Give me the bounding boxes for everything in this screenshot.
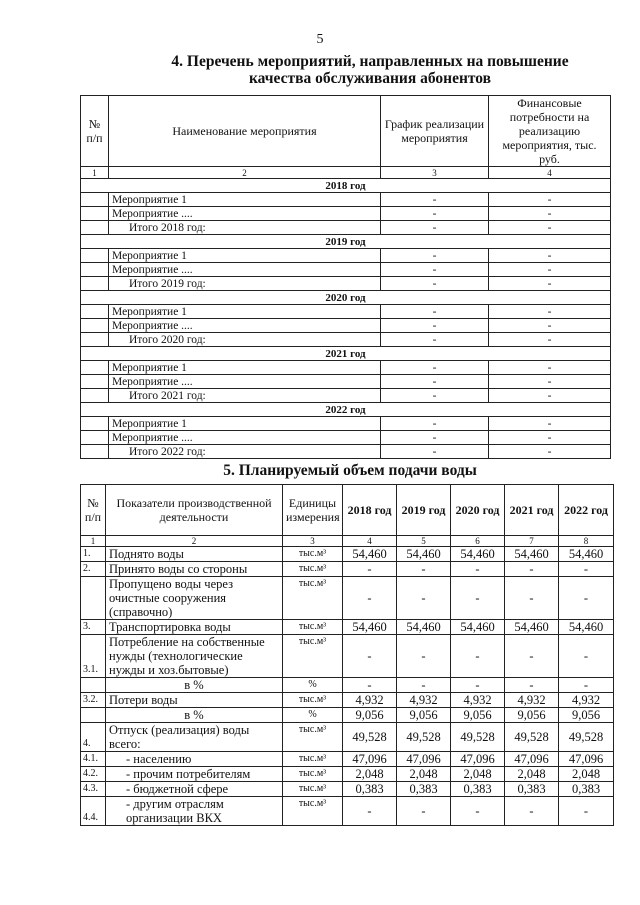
value-cell: 0,383 [559,782,614,797]
year-row [81,291,611,305]
value-cell: 54,460 [343,620,397,635]
row-number-cell [81,375,109,389]
table-row [81,562,614,577]
row-number-cell [81,207,109,221]
value-cell: 49,528 [343,723,397,752]
schedule-cell: - [381,249,489,263]
table-row [81,221,611,235]
row-number-cell [81,305,109,319]
value-cell: 4,932 [505,693,559,708]
schedule-cell: - [381,417,489,431]
indicator-name: Пропущено воды через очистные сооружения (справочно) [106,577,283,620]
value-cell: - [505,577,559,620]
year-label: 2022 год [81,403,611,417]
row-number [81,678,106,693]
table-header-row [81,485,614,536]
finance-cell: - [489,375,611,389]
value-cell: - [397,577,451,620]
column-header: Финансовые потребности на реализацию мероприятия, тыс. руб. [489,96,611,167]
page-number: 5 [316,32,324,47]
value-cell: 9,056 [559,708,614,723]
value-cell: 54,460 [451,547,505,562]
event-name: Итого 2019 год: [109,277,381,291]
value-cell: 54,460 [451,620,505,635]
value-cell: 9,056 [505,708,559,723]
unit-cell: тыс.м³ [283,620,343,635]
event-name: Итого 2021 год: [109,389,381,403]
row-number-cell [81,333,109,347]
value-cell: - [559,635,614,678]
table-row [81,752,614,767]
value-cell: 4,932 [397,693,451,708]
indicator-name: Потери воды [106,693,283,708]
indicator-name: Поднято воды [106,547,283,562]
value-cell: 0,383 [343,782,397,797]
column-header: № п/п [81,485,106,536]
column-number: 6 [451,536,505,547]
unit-cell: тыс.м³ [283,562,343,577]
schedule-cell: - [381,221,489,235]
year-label: 2018 год [81,179,611,193]
schedule-cell: - [381,277,489,291]
value-cell: 2,048 [451,767,505,782]
column-number: 5 [397,536,451,547]
year-row [81,235,611,249]
finance-cell: - [489,445,611,459]
finance-cell: - [489,417,611,431]
value-cell: - [343,562,397,577]
schedule-cell: - [381,207,489,221]
indicator-name: - прочим потребителям [106,767,283,782]
indicator-name: - другим отраслям организации ВКХ [106,797,283,826]
schedule-cell: - [381,193,489,207]
row-number-cell [81,361,109,375]
unit-cell: тыс.м³ [283,723,343,752]
section4-title: 4. Перечень мероприятий, направленных на повышение качества обслуживания абонентов [171,53,569,87]
finance-cell: - [489,305,611,319]
value-cell: - [451,577,505,620]
schedule-cell: - [381,333,489,347]
value-cell: 47,096 [559,752,614,767]
table-row [81,678,614,693]
value-cell: - [505,635,559,678]
schedule-cell: - [381,305,489,319]
schedule-cell: - [381,375,489,389]
table-row [81,249,611,263]
row-number: 4.3. [81,782,106,797]
table-row [81,431,611,445]
event-name: Мероприятие .... [109,375,381,389]
column-header: 2018 год [343,485,397,536]
column-header: № п/п [81,96,109,167]
column-number-row [81,536,614,547]
event-name: Мероприятие 1 [109,193,381,207]
row-number [81,577,106,620]
event-name: Мероприятие .... [109,431,381,445]
indicator-name: Принято воды со стороны [106,562,283,577]
row-number: 4. [81,723,106,752]
column-header: Наименование мероприятия [109,96,381,167]
unit-cell: тыс.м³ [283,752,343,767]
value-cell: 49,528 [397,723,451,752]
table-row [81,193,611,207]
table-row [81,417,611,431]
row-number: 3.1. [81,635,106,678]
year-label: 2020 год [81,291,611,305]
table-row [81,375,611,389]
finance-cell: - [489,277,611,291]
row-number: 1. [81,547,106,562]
finance-cell: - [489,263,611,277]
indicator-name: - бюджетной сфере [106,782,283,797]
finance-cell: - [489,193,611,207]
row-number [81,708,106,723]
value-cell: - [343,577,397,620]
row-number-cell [81,193,109,207]
table-row [81,708,614,723]
section5-title: 5. Планируемый объем подачи воды [223,462,477,479]
event-name: Мероприятие 1 [109,249,381,263]
value-cell: - [505,797,559,826]
value-cell: 9,056 [397,708,451,723]
indicator-name: в % [106,708,283,723]
value-cell: 4,932 [343,693,397,708]
value-cell: - [451,635,505,678]
finance-cell: - [489,221,611,235]
column-number: 7 [505,536,559,547]
table-row [81,693,614,708]
indicator-name: Потребление на собственные нужды (технологические нужды и хоз.бытовые) [106,635,283,678]
value-cell: 47,096 [397,752,451,767]
row-number-cell [81,263,109,277]
table-row [81,723,614,752]
value-cell: 9,056 [343,708,397,723]
table-row [81,577,614,620]
value-cell: 47,096 [343,752,397,767]
table-row [81,445,611,459]
column-number: 1 [81,536,106,547]
year-row [81,179,611,193]
value-cell: 54,460 [559,620,614,635]
schedule-cell: - [381,445,489,459]
column-number: 4 [343,536,397,547]
value-cell: - [559,797,614,826]
value-cell: 2,048 [343,767,397,782]
column-number: 2 [106,536,283,547]
value-cell: - [505,678,559,693]
column-number-row [81,167,611,179]
table-row [81,620,614,635]
value-cell: - [505,562,559,577]
column-number: 3 [381,167,489,179]
unit-cell: % [283,678,343,693]
table-row [81,782,614,797]
row-number-cell [81,221,109,235]
value-cell: 47,096 [505,752,559,767]
table-header-row [81,96,611,167]
value-cell: 54,460 [397,547,451,562]
row-number-cell [81,249,109,263]
table-row [81,547,614,562]
year-row [81,403,611,417]
value-cell: 47,096 [451,752,505,767]
column-number: 4 [489,167,611,179]
column-number: 3 [283,536,343,547]
schedule-cell: - [381,361,489,375]
year-label: 2019 год [81,235,611,249]
row-number-cell [81,431,109,445]
table-row [81,361,611,375]
unit-cell: тыс.м³ [283,635,343,678]
value-cell: - [397,678,451,693]
value-cell: 9,056 [451,708,505,723]
table-row [81,305,611,319]
value-cell: - [343,635,397,678]
table-row [81,319,611,333]
event-name: Итого 2020 год: [109,333,381,347]
row-number: 4.2. [81,767,106,782]
table-row [81,635,614,678]
finance-cell: - [489,361,611,375]
column-number: 2 [109,167,381,179]
table-row [81,277,611,291]
value-cell: - [559,678,614,693]
column-header: Показатели производственной деятельности [106,485,283,536]
schedule-cell: - [381,263,489,277]
column-number: 8 [559,536,614,547]
value-cell: - [559,577,614,620]
value-cell: - [559,562,614,577]
value-cell: 2,048 [559,767,614,782]
value-cell: 54,460 [343,547,397,562]
table-row [81,389,611,403]
value-cell: 4,932 [451,693,505,708]
finance-cell: - [489,333,611,347]
value-cell: 0,383 [505,782,559,797]
value-cell: - [451,678,505,693]
event-name: Мероприятие .... [109,207,381,221]
schedule-cell: - [381,319,489,333]
indicator-name: - населению [106,752,283,767]
unit-cell: % [283,708,343,723]
value-cell: 54,460 [505,620,559,635]
column-header: 2019 год [397,485,451,536]
unit-cell: тыс.м³ [283,782,343,797]
unit-cell: тыс.м³ [283,547,343,562]
table-row [81,767,614,782]
event-name: Мероприятие 1 [109,417,381,431]
column-number: 1 [81,167,109,179]
value-cell: 49,528 [451,723,505,752]
year-label: 2021 год [81,347,611,361]
row-number-cell [81,319,109,333]
value-cell: 0,383 [451,782,505,797]
events-table [80,95,611,459]
finance-cell: - [489,319,611,333]
value-cell: 2,048 [505,767,559,782]
row-number-cell [81,389,109,403]
unit-cell: тыс.м³ [283,577,343,620]
column-header: Единицы измерения [283,485,343,536]
row-number-cell [81,277,109,291]
year-row [81,347,611,361]
unit-cell: тыс.м³ [283,767,343,782]
table-row [81,797,614,826]
table-row [81,333,611,347]
water-supply-table [80,484,614,826]
event-name: Мероприятие .... [109,319,381,333]
column-header: 2022 год [559,485,614,536]
row-number-cell [81,417,109,431]
value-cell: 0,383 [397,782,451,797]
event-name: Итого 2022 год: [109,445,381,459]
indicator-name: Отпуск (реализация) воды всего: [106,723,283,752]
finance-cell: - [489,389,611,403]
value-cell: - [451,562,505,577]
table-row [81,207,611,221]
event-name: Мероприятие .... [109,263,381,277]
value-cell: - [397,562,451,577]
row-number-cell [81,445,109,459]
value-cell: 49,528 [559,723,614,752]
value-cell: - [397,797,451,826]
value-cell: 49,528 [505,723,559,752]
table-row [81,263,611,277]
row-number: 2. [81,562,106,577]
value-cell: - [451,797,505,826]
unit-cell: тыс.м³ [283,693,343,708]
value-cell: - [343,678,397,693]
value-cell: 54,460 [505,547,559,562]
value-cell: - [343,797,397,826]
value-cell: 54,460 [397,620,451,635]
row-number: 3. [81,620,106,635]
event-name: Мероприятие 1 [109,305,381,319]
row-number: 4.4. [81,797,106,826]
column-header: 2021 год [505,485,559,536]
value-cell: 2,048 [397,767,451,782]
finance-cell: - [489,207,611,221]
column-header: 2020 год [451,485,505,536]
event-name: Итого 2018 год: [109,221,381,235]
schedule-cell: - [381,431,489,445]
value-cell: 4,932 [559,693,614,708]
finance-cell: - [489,431,611,445]
value-cell: - [397,635,451,678]
indicator-name: в % [106,678,283,693]
indicator-name: Транспортировка воды [106,620,283,635]
finance-cell: - [489,249,611,263]
event-name: Мероприятие 1 [109,361,381,375]
row-number: 3.2. [81,693,106,708]
unit-cell: тыс.м³ [283,797,343,826]
row-number: 4.1. [81,752,106,767]
schedule-cell: - [381,389,489,403]
value-cell: 54,460 [559,547,614,562]
column-header: График реализации мероприятия [381,96,489,167]
